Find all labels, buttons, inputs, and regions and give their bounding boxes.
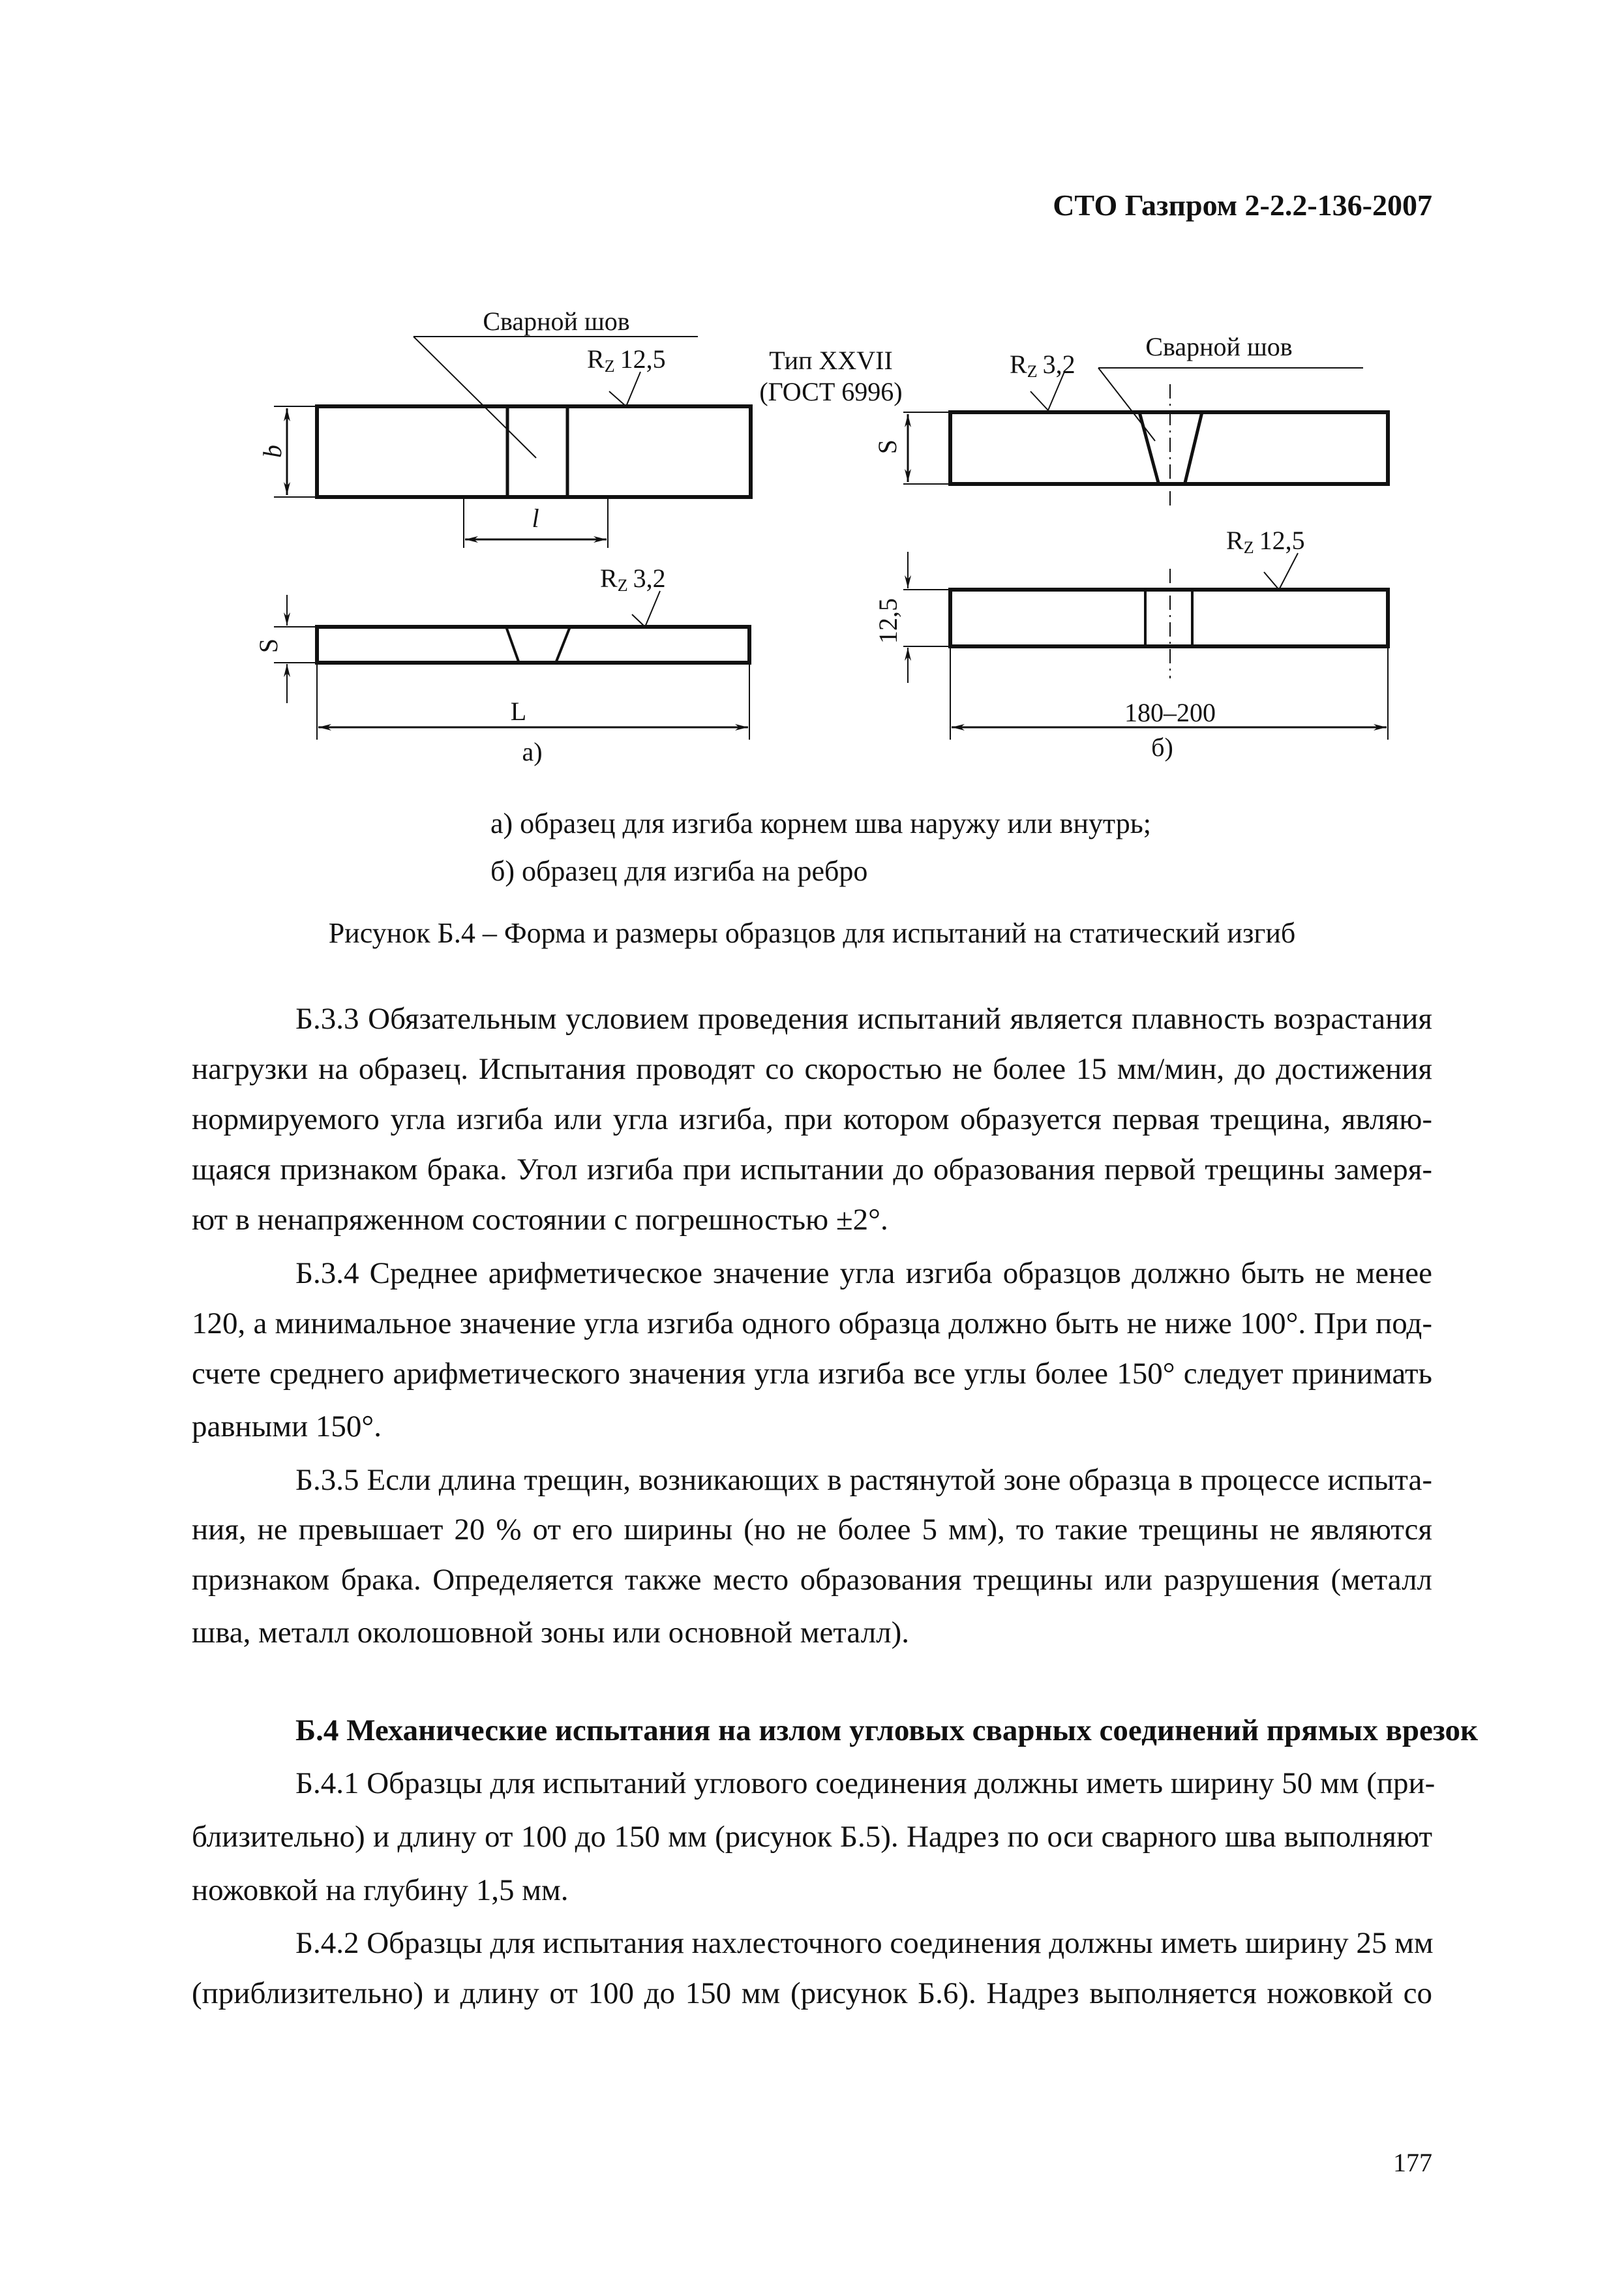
text-line: Б.4 Механические испытания на излом угловых сварных соединений прямых врезок (295, 1713, 1479, 1747)
text-line: Б.3.3 Обязательным условием проведения испытаний является плавность возрастания (295, 1002, 1432, 1036)
document-header: СТО Газпром 2-2.2-136-2007 (1053, 189, 1432, 222)
dimension-length-label-b: 180–200 (1124, 698, 1216, 727)
text-line: равными 150°. (192, 1410, 382, 1443)
text-line: нормируемого угла изгиба или угла изгиба, при котором образуется первая трещина, являю- (192, 1102, 1432, 1136)
text-line: признаком брака. Определяется также место образования трещины или разрушения (металл (192, 1563, 1432, 1597)
standard-label: (ГОСТ 6996) (759, 377, 903, 406)
specimen-b-side-view (903, 368, 1388, 506)
dimension-s-label-b: S (873, 439, 902, 455)
text-line: ют в ненапряженном состоянии с погрешностью ±2°. (192, 1203, 888, 1237)
text-line: щаяся признаком брака. Угол изгиба при испытании до образования первой трещины замеря- (192, 1153, 1432, 1186)
page-number: 177 (1393, 2148, 1432, 2177)
weld-label-b: Сварной шов (1145, 332, 1293, 361)
text-line: 120, а минимальное значение угла изгиба одного образца должно быть не ниже 100°. При под- (192, 1306, 1432, 1340)
dimension-L-label: L (510, 697, 527, 726)
text-line: Б.3.4 Среднее арифметическое значение угла изгиба образцов должно быть не менее (295, 1256, 1432, 1290)
text-line: шва, металл околошовной зоны или основной металл). (192, 1616, 910, 1650)
text-line: нагрузки на образец. Испытания проводят со скоростью не более 15 мм/мин, до достижения (192, 1052, 1432, 1086)
dimension-width-label-b: 12,5 (873, 598, 903, 644)
text-line: (приблизительно) и длину от 100 до 150 мм (рисунок Б.6). Надрез выполняется ножовкой со (192, 1976, 1432, 2010)
text-line: Б.3.5 Если длина трещин, возникающих в растянутой зоне образца в процессе испыта- (295, 1463, 1432, 1497)
roughness-label-b-bottom: RZ 12,5 (1226, 526, 1305, 557)
figure-caption-b: б) образец для изгиба на ребро (490, 855, 868, 887)
figure-title (0, 916, 1624, 950)
roughness-label-a-top: RZ 12,5 (587, 344, 666, 376)
text-line: близительно) и длину от 100 до 150 мм (рисунок Б.5). Надрез по оси сварного шва выполняют (192, 1820, 1432, 1854)
text-line: ния, не превышает 20 % от его ширины (но не более 5 мм), то такие трещины не являются (192, 1513, 1432, 1547)
text-line: Б.4.1 Образцы для испытаний углового соединения должны иметь ширину 50 мм (при- (295, 1766, 1436, 1800)
specimen-a-plan-view (274, 337, 751, 548)
roughness-label-a-bottom: RZ 3,2 (600, 564, 666, 595)
text-line: Б.4.2 Образцы для испытания нахлесточного соединения должны иметь ширину 25 мм (295, 1926, 1434, 1960)
figure-title-text: Рисунок Б.4 – Форма и размеры образцов для испытаний на статический изгиб (328, 917, 1296, 949)
figure-b4-drawing (0, 0, 1624, 815)
figure-caption-a: а) образец для изгиба корнем шва наружу или внутрь; (490, 807, 1151, 839)
dimension-s-label-a: S (254, 638, 283, 654)
text-line: счете среднего арифметического значения угла изгиба все углы более 150° следует принимать (192, 1357, 1432, 1391)
weld-label-a: Сварной шов (483, 307, 630, 336)
part-b-label: б) (1151, 732, 1173, 762)
roughness-label-b-top: RZ 3,2 (1010, 350, 1075, 381)
type-label: Тип XXVII (769, 346, 893, 375)
text-line: ножовкой на глубину 1,5 мм. (192, 1873, 569, 1907)
part-a-label: а) (522, 737, 543, 766)
dimension-b-label: b (258, 445, 287, 458)
dimension-l-label: l (532, 504, 539, 533)
